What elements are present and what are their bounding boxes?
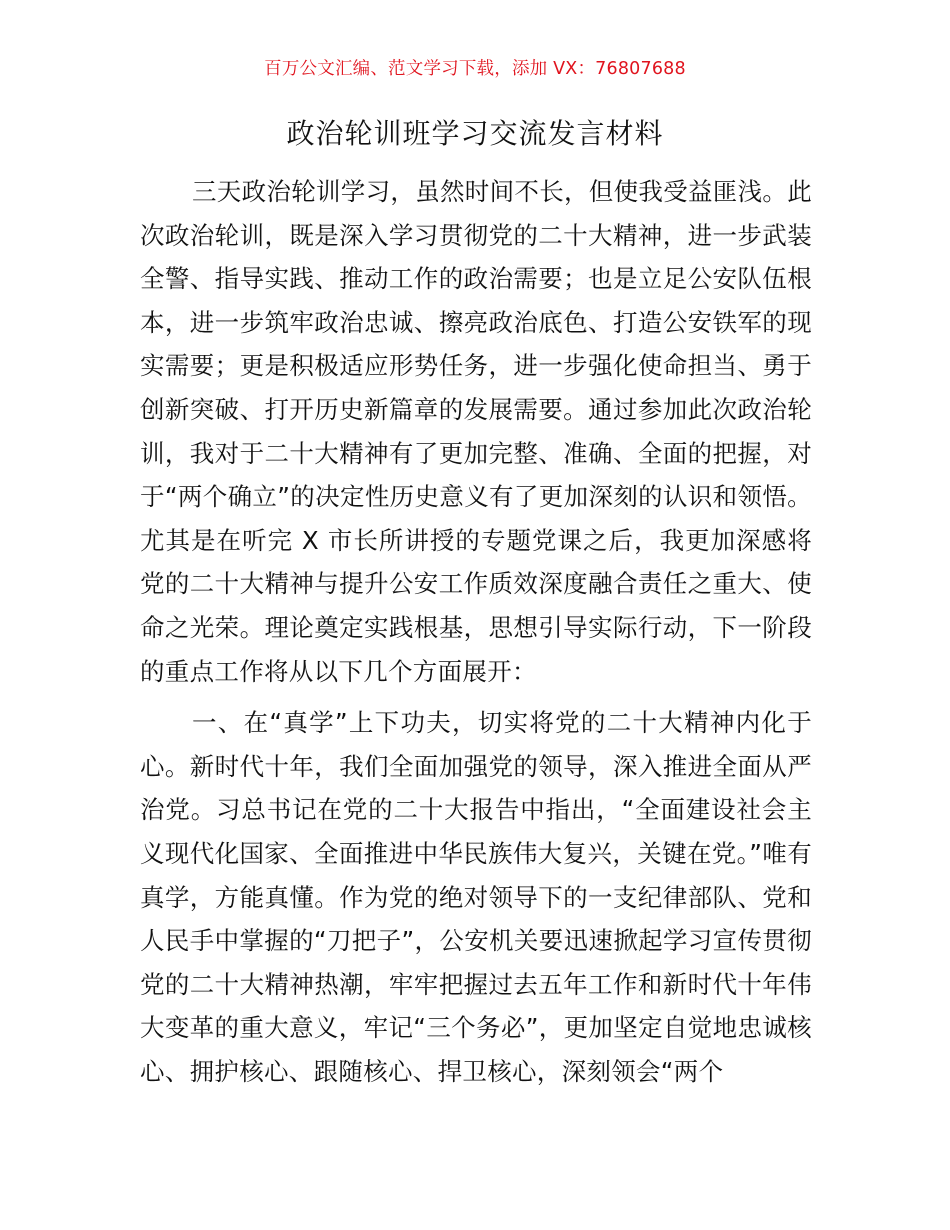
paragraph-intro: 三天政治轮训学习，虽然时间不长，但使我受益匪浅。此次政治轮训，既是深入学习贯彻党的二十大精神，进一步武装全警、指导实践、推动工作的政治需要；也是立足公安队伍根本，进一步筑牢政治忠诚、擦亮政治底色、打造公安铁军的现实需要；更是积极适应形势任务，进一步强化使命担当、勇于创新突破、打开历史新篇章的发展需要。通过参加此次政治轮训，我对于二十大精神有了更加完整、准确、全面的把握，对于“两个确立”的决定性历史意义有了更加深刻的认识和领悟。尤其是在听完 X 市长所讲授的专题党课之后，我更加深感将党的二十大精神与提升公安工作质效深度融合责任之重大、使命之光荣。理论奠定实践根基，思想引导实际行动，下一阶段的重点工作将从以下几个方面展开： xyxy=(140,177,812,686)
watermark-header: 百万公文汇编、范文学习下载，添加 VX：76807688 xyxy=(264,59,686,79)
paragraph-section-one: 一、在“真学”上下功夫，切实将党的二十大精神内化于心。新时代十年，我们全面加强党的领导，深入推进全面从严治党。习总书记在党的二十大报告中指出，“全面建设社会主义现代化国家、全面推进中华民族伟大复兴，关键在党。”唯有真学，方能真懂。作为党的绝对领导下的一支纪律部队、党和人民手中掌握的“刀把子”，公安机关要迅速掀起学习宣传贯彻党的二十大精神热潮，牢牢把握过去五年工作和新时代十年伟大变革的重大意义，牢记“三个务必”，更加坚定自觉地忠诚核心、拥护核心、跟随核心、捍卫核心，深刻领会“两个 xyxy=(140,708,812,1086)
document-body xyxy=(140,170,812,1093)
document-title: 政治轮训班学习交流发言材料 xyxy=(286,117,664,150)
